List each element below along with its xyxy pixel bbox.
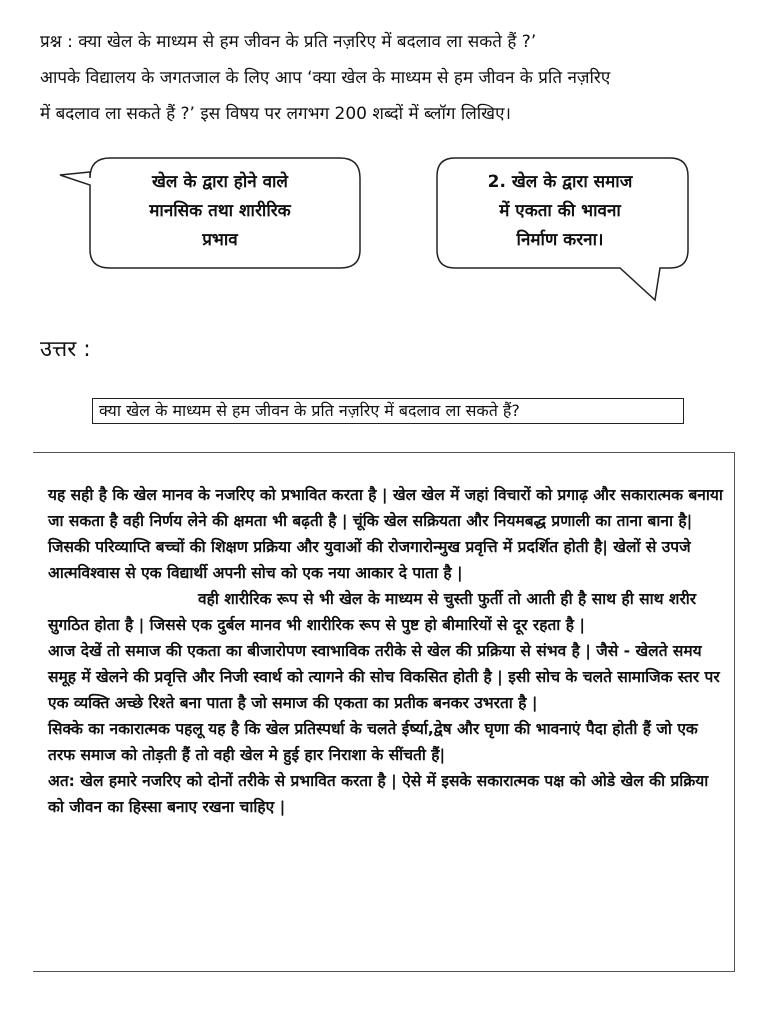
question-line-3: में बदलाव ला सकते हैं ?’ इस विषय पर लगभग 200 शब्दों में ब्लॉग लिखिए। [40,104,511,124]
bubble-right-line: 2. खेल के द्वारा समाज [487,172,633,192]
bubble-right-text [440,168,680,255]
bubble-left-line: खेल के द्वारा होने वाले [152,172,288,192]
bubble-left-line: मानसिक तथा शारीरिक [149,201,291,221]
answer-label: उत्तर : [40,337,91,362]
answer-paragraph: वही शारीरिक रूप से भी खेल के माध्यम से चुस्ती फुर्ती तो आती ही है साथ ही साथ शरीर सुगठित होता है | जिससे एक दुर्बल मानव भी शारीरिक रूप से पुष्ट हो बीमारियों से दूर रहता है | [48,590,697,634]
speech-bubbles [0,0,768,320]
answer-paragraph: आज देखें तो समाज की एकता का बीजारोपण स्वाभाविक तरीके से खेल की प्रक्रिया से संभव है | जैसे - खेलते समय समूह में खेलने की प्रवृत्ति और निजी स्वार्थ को त्यागने की सोच विकसित होती है | इसी सोच के चलते सामाजिक स्तर पर एक व्यक्ति अच्छे रिश्ते बना पाता है जो समाज की एकता का प्रतीक बनकर उभरता है | [48,642,720,712]
bubble-left-line: प्रभाव [202,230,238,250]
bubble-left-text [95,168,345,255]
bubble-right-line: निर्माण करना। [516,230,604,250]
bubble-right-line: में एकता की भावना [499,201,621,221]
answer-body [48,482,728,820]
answer-paragraph: सिक्के का नकारात्मक पहलू यह है कि खेल प्रतिस्पर्धा के चलते ईर्ष्या,द्वेष और घृणा की भावनाएं पैदा होती हैं जो एक तरफ समाज को तोड़ती हैं तो वही खेल मे हुई हार निराशा के सींचती हैं| [48,720,698,764]
answer-paragraph: यह सही है कि खेल मानव के नजरिए को प्रभावित करता है | खेल खेल में जहां विचारों को प्रगाढ़ और सकारात्मक बनाया जा सकता है वही निर्णय लेने की क्षमता भी बढ़ती है | चूंकि खेल सक्रियता और नियमबद्ध प्रणाली का ताना बाना है| जिसकी परिव्याप्ति बच्चों की शिक्षण प्रक्रिया और युवाओं की रोजगारोन्मुख प्रवृत्ति में प्रदर्शित होती है| खेलों से उपजे आत्मविश्वास से एक विद्यार्थी अपनी सोच को एक नया आकार दे पाता है | [48,486,723,582]
blog-title: क्या खेल के माध्यम से हम जीवन के प्रति नज़रिए में बदलाव ला सकते हैं? [99,401,520,420]
blog-title-box [92,398,684,424]
question-line-1: प्रश्न : क्या खेल के माध्यम से हम जीवन के प्रति नज़रिए में बदलाव ला सकते हैं ?’ [40,32,537,52]
question-line-2: आपके विद्यालय के जगतजाल के लिए आप ‘क्या खेल के माध्यम से हम जीवन के प्रति नज़रिए [40,68,611,88]
answer-paragraph: अत: खेल हमारे नजरिए को दोनों तरीके से प्रभावित करता है | ऐसे में इसके सकारात्मक पक्ष को ओडे खेल की प्रक्रिया को जीवन का हिस्सा बनाए रखना चाहिए | [48,772,709,816]
